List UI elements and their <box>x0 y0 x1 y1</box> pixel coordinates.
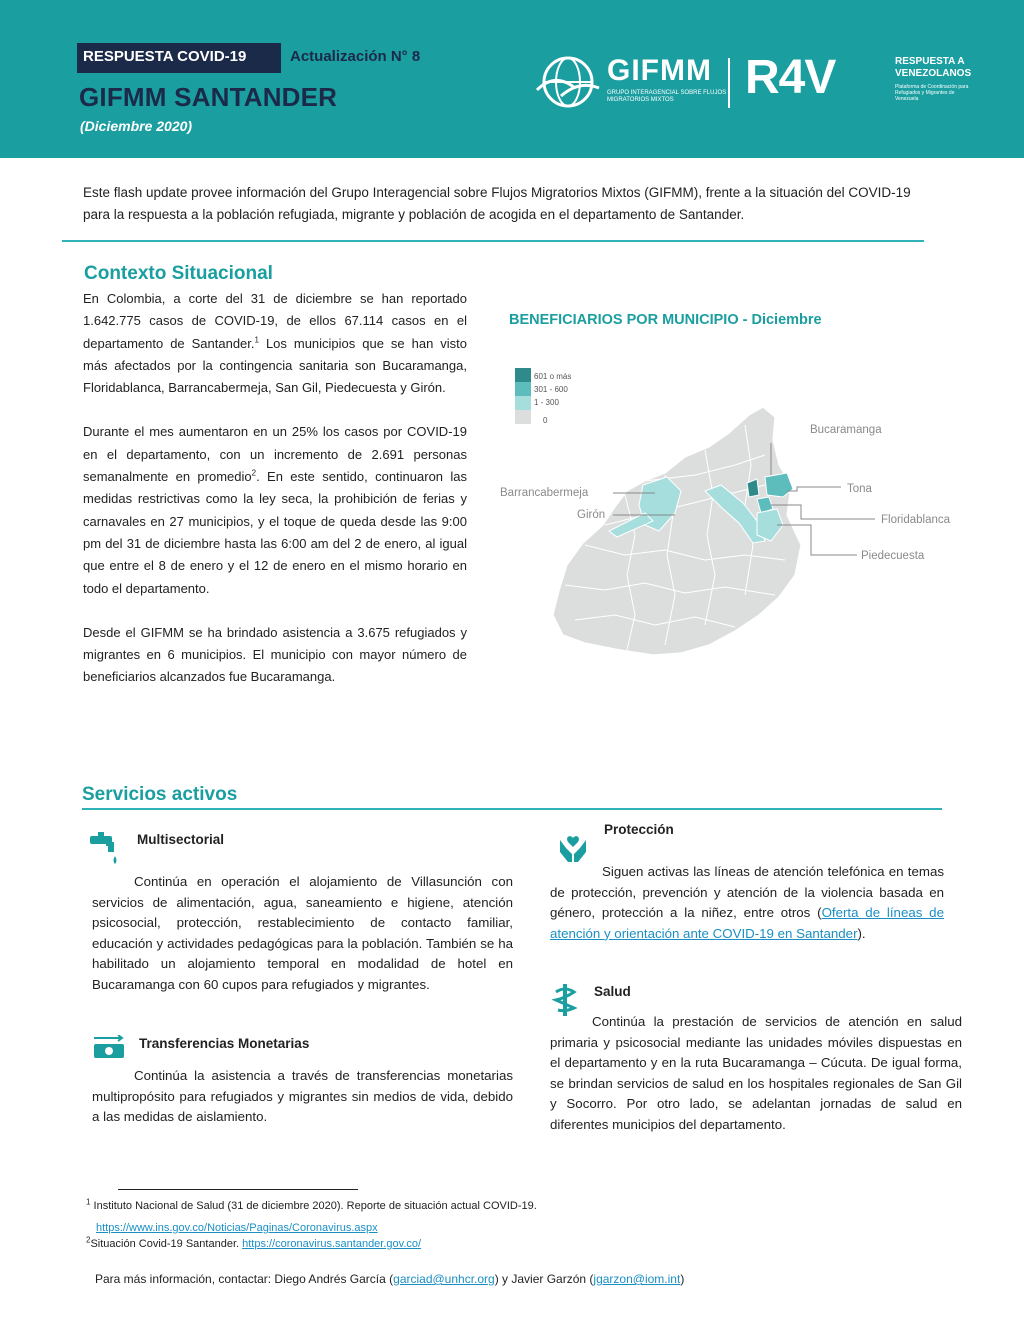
label-tona: Tona <box>847 483 872 495</box>
intro-paragraph: Este flash update provee información del Grupo Interagencial sobre Flujos Migratorios Mixtos (GIFMM), frente a la situación del COVID-19 para la respuesta a la población refugiada, migrante y población de acogida en el departamento de Santander. <box>83 185 911 222</box>
proteccion-text: Siguen activas las líneas de atención telefónica en temas de protección, prevención y atención de la violencia basada en género, protección a la niñez, entre otros (Oferta de líneas de atención y orientación ante COVID-19 en Santander). <box>550 864 944 941</box>
legend-label-1: 1 - 300 <box>534 398 559 407</box>
partner-logos <box>535 52 975 112</box>
label-barrancabermeja: Barrancabermeja <box>500 487 589 499</box>
label-giron: Girón <box>577 509 606 521</box>
services-title: Servicios activos <box>82 784 238 805</box>
legend-label-0: 0 <box>543 416 548 425</box>
context-paragraph-2: Durante el mes aumentaron en un 25% los casos por COVID-19 en el departamento, con un incremento de 2.691 personas semanalmente en promedio$^2$. En este sentido, continuaron las medidas restrictivas como la ley seca, la prohibición de ferias y carnavales en 27 municipios, y el toque de queda desde las 9:00 pm del 31 de diciembre hasta las 6:00 am del 2 de enero, al igual que entre el 8 de enero y el 12 de enero en el mismo horario en todo el departamento. <box>83 424 467 596</box>
footnote-1-link[interactable]: https://www.ins.gov.co/Noticias/Paginas/Coronavirus.aspx <box>96 1222 378 1234</box>
footnote-2: $^2$Situación Covid-19 Santander. https://coronavirus.santander.gov.co/ <box>86 1235 422 1250</box>
protection-hands-icon <box>556 832 590 866</box>
context-paragraph-3: Desde el GIFMM se ha brindado asistencia a 3.675 refugiados y migrantes en 6 municipios. El municipio con mayor número de beneficiarios alcanzados fue Bucaramanga. <box>83 624 467 685</box>
email-link-jgarzon[interactable]: jgarzon@iom.int <box>593 1272 681 1286</box>
page-title: GIFMM SANTANDER <box>79 82 338 112</box>
map-legend <box>515 368 571 425</box>
transferencias-title: Transferencias Monetarias <box>139 1036 310 1051</box>
response-tag: RESPUESTA COVID-19 <box>77 43 281 73</box>
label-floridablanca: Floridablanca <box>881 514 951 526</box>
proteccion-hotlines-link[interactable]: Oferta de líneas de atención y orientación ante COVID-19 en Santander <box>550 905 944 941</box>
label-piedecuesta: Piedecuesta <box>861 550 925 562</box>
water-tap-icon <box>88 830 124 866</box>
santander-map <box>495 345 970 665</box>
footnote-ref-2: 2 <box>251 468 257 478</box>
legend-label-301: 301 - 600 <box>534 385 568 394</box>
r4v-logo-caption: Plataforma de Coordinación para Refugiados y Migrantes de Venezuela <box>895 84 969 102</box>
context-paragraph-1: En Colombia, a corte del 31 de diciembre se han reportado 1.642.775 casos de COVID-19, de ellos 67.114 casos en el departamento de Santander.$^1$ Los municipios que se han visto más afectados por la contingencia sanitaria son Bucaramanga, Floridablanca, Barrancabermeja, San Gil, Piedecuesta y Girón. <box>83 291 467 396</box>
gifmm-logo-subtitle: GRUPO INTERAGENCIAL SOBRE FLUJOS MIGRATORIOS MIXTOS <box>607 90 727 103</box>
update-number: Actualización N° 8 <box>290 48 421 65</box>
context-title: Contexto Situacional <box>84 263 273 284</box>
footnote-1-link-row <box>96 1222 378 1234</box>
legend-swatch-0 <box>515 410 531 424</box>
map-title: BENEFICIARIOS POR MUNICIPIO - Diciembre <box>509 312 822 328</box>
legend-swatch-301 <box>515 382 531 396</box>
footnote-1: $^1$ Instituto Nacional de Salud (31 de diciembre 2020). Reporte de situación actual COVID-19. <box>86 1197 537 1212</box>
salud-title: Salud <box>594 984 631 999</box>
r4v-logo-subtitle: RESPUESTA A VENEZOLANOS <box>895 56 972 79</box>
context-text <box>83 288 467 711</box>
header-banner <box>0 0 1024 158</box>
multisectorial-title: Multisectorial <box>137 832 225 847</box>
legend-swatch-1 <box>515 396 531 410</box>
transferencias-text: Continúa la asistencia a través de transferencias monetarias multipropósito para refugiados y migrantes sin medios de vida, debido a las medidas de aislamiento. <box>92 1068 513 1124</box>
proteccion-title: Protección <box>604 822 674 837</box>
services-divider <box>82 808 942 810</box>
legend-label-601: 601 o más <box>534 372 572 381</box>
footnote-divider <box>118 1189 358 1190</box>
intro-divider <box>62 240 924 242</box>
logo-divider <box>728 58 730 108</box>
label-bucaramanga: Bucaramanga <box>810 424 882 436</box>
money-transfer-icon <box>92 1035 126 1061</box>
gifmm-logo-text: GIFMM <box>607 54 712 87</box>
email-link-garciad[interactable]: garciad@unhcr.org <box>393 1272 495 1286</box>
salud-text: Continúa la prestación de servicios de atención en salud primaria y psicosocial mediante las unidades móviles dispuestas en el departamento y en la ruta Bucaramanga – Cúcuta. De igual forma, se brindan servicios de salud en los hospitales regionales de San Gil y Socorro. Por otro lado, se adelantan jornadas de salud en diferentes municipios del departamento. <box>550 1014 962 1132</box>
report-date: (Diciembre 2020) <box>80 118 193 134</box>
contact-line: Para más información, contactar: Diego Andrés García (garciad@unhcr.org) y Javier Garzón (jgarzon@iom.int) <box>95 1272 685 1286</box>
gifmm-globe-icon <box>535 52 601 112</box>
footnote-ref-1: 1 <box>254 335 259 345</box>
multisectorial-text: Continúa en operación el alojamiento de Villasunción con servicios de alimentación, agua, saneamiento e higiene, atención psicosocial, protección, restablecimiento de contacto familiar, educación y actividades pedagógicas para la población. También se ha habilitado un alojamiento temporal en modalidad de hotel en Bucaramanga con 60 cupos para refugiados y migrantes. <box>92 874 513 992</box>
footnote-2-link[interactable]: https://coronavirus.santander.gov.co/ <box>242 1238 422 1250</box>
r4v-logo-text: R4V <box>745 51 836 104</box>
legend-swatch-601 <box>515 368 531 382</box>
